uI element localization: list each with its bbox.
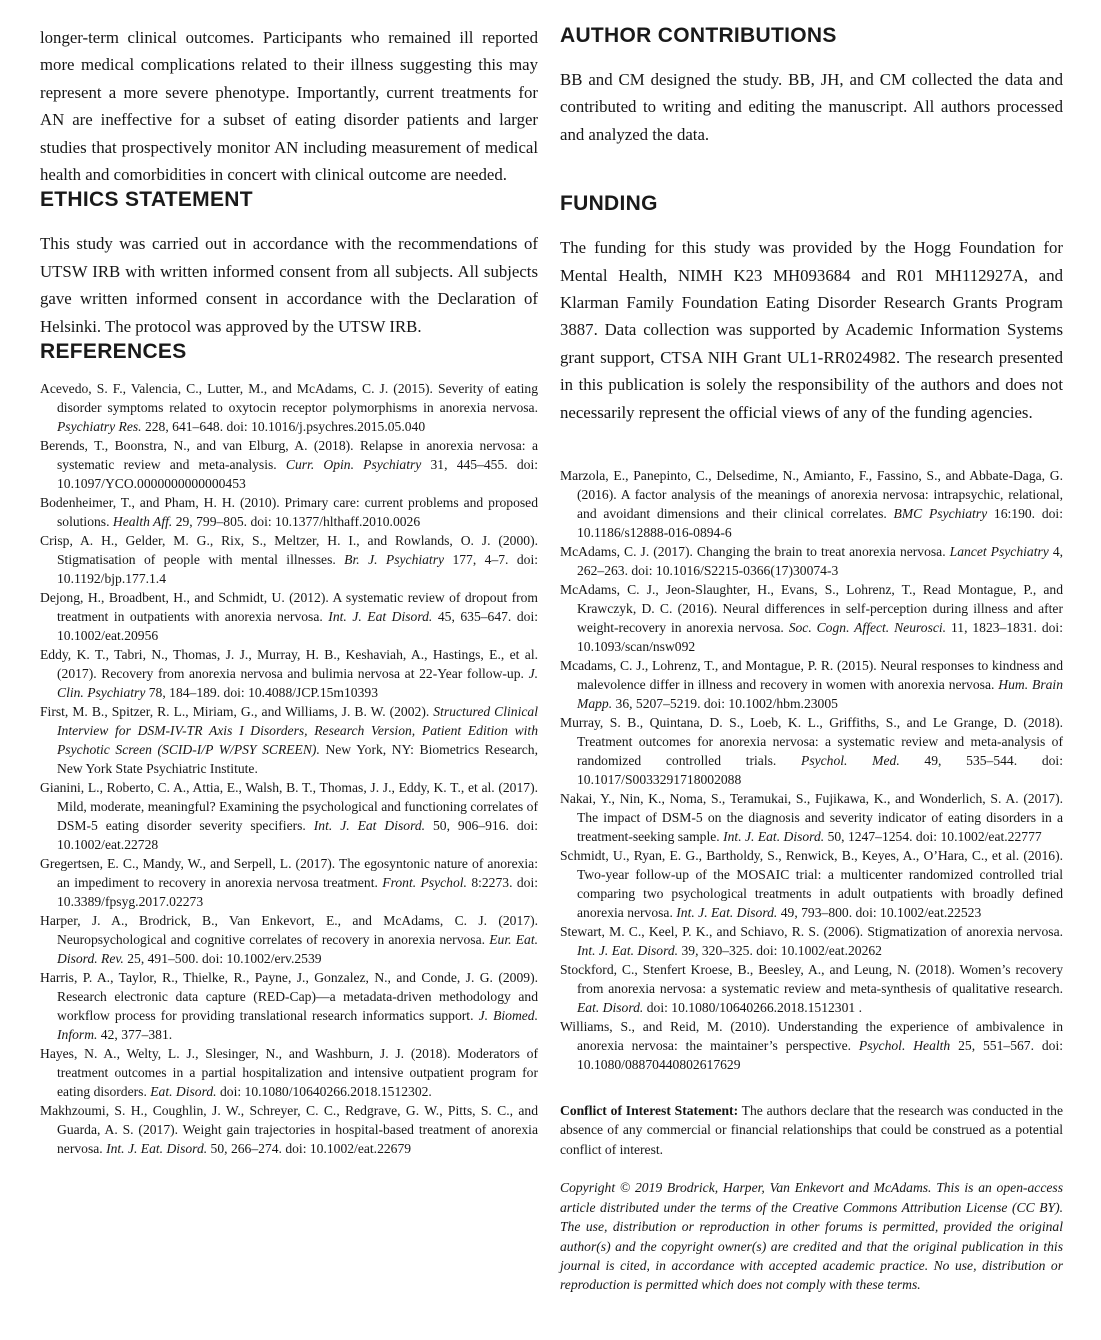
author-contributions-body: BB and CM designed the study. BB, JH, and CM collected the data and contributed to writing and editing the manuscript. All authors processed and analyzed the data. — [560, 70, 1063, 144]
reference-entry: Gianini, L., Roberto, C. A., Attia, E., Walsh, B. T., Thomas, J. J., Eddy, K. T., et al. (2017). Mild, moderate, meaningful? Examining the psychological and functioning correlates of DSM-5 eating disorder severity specifiers. Int. J. Eat Disord. 50, 906–916. doi: 10.1002/eat.22728 — [40, 780, 538, 853]
author-contributions-heading: AUTHOR CONTRIBUTIONS — [560, 24, 837, 47]
conflict-of-interest-label: Conflict of Interest Statement: — [560, 1103, 739, 1119]
reference-entry: Acevedo, S. F., Valencia, C., Lutter, M., and McAdams, C. J. (2015). Severity of eating disorder symptoms related to oxytocin receptor polymorphisms in anorexia nervosa. Psychiatry Res. 228, 641–648. doi: 10.1016/j.psychres.2015.05.040 — [40, 381, 538, 435]
conflict-of-interest-statement — [560, 1101, 1063, 1159]
reference-entry: Dejong, H., Broadbent, H., and Schmidt, U. (2012). A systematic review of dropout from treatment in outpatients with anorexia nervosa. Int. J. Eat Disord. 45, 635–647. doi: 10.1002/eat.20956 — [40, 590, 538, 644]
ethics-statement-body: This study was carried out in accordance with the recommendations of UTSW IRB with written informed consent from all subjects. All subjects gave written informed consent in accordance with the Declaration of Helsinki. The protocol was approved by the UTSW IRB. — [40, 234, 538, 336]
funding-body: The funding for this study was provided by the Hogg Foundation for Mental Health, NIMH K23 MH093684 and R01 MH112927A, and Klarman Family Foundation Eating Disorder Research Grants Program 3887. Data collection was supported by Academic Information Systems grant support, CTSA NIH Grant UL1-RR024982. The research presented in this publication is solely the responsibility of the authors and does not necessarily represent the official views of any of the funding agencies. — [560, 238, 1063, 422]
reference-entry: Harris, P. A., Taylor, R., Thielke, R., Payne, J., Gonzalez, N., and Conde, J. G. (2009). Research electronic data capture (RED-Cap)—a metadata-driven methodology and workflow process for providing translational research informatics support. J. Biomed. Inform. 42, 377–381. — [40, 970, 539, 1043]
reference-entry: Eddy, K. T., Tabri, N., Thomas, J. J., Murray, H. B., Keshaviah, A., Hastings, E., et al. (2017). Recovery from anorexia nervosa and bulimia nervosa at 22-Year follow-up. J. Clin. Psychiatry 78, 184–189. doi: 10.4088/JCP.15m10393 — [40, 647, 538, 701]
reference-entry: Makhzoumi, S. H., Coughlin, J. W., Schreyer, C. C., Redgrave, G. W., Pitts, S. C., and Guarda, A. S. (2017). Weight gain trajectories in hospital-based treatment of anorexia nervosa. Int. J. Eat. Disord. 50, 266–274. doi: 10.1002/eat.22679 — [40, 1103, 538, 1157]
reference-entry: McAdams, C. J. (2017). Changing the brain to treat anorexia nervosa. Lancet Psychiatry 4, 262–263. doi: 10.1016/S2215-0366(17)30074-3 — [560, 544, 1064, 579]
reference-entry: Bodenheimer, T., and Pham, H. H. (2010). Primary care: current problems and proposed solutions. Health Aff. 29, 799–805. doi: 10.1377/hlthaff.2010.0026 — [40, 495, 538, 530]
reference-entry: Williams, S., and Reid, M. (2010). Understanding the experience of ambivalence in anorexia nervosa: the maintainer’s perspective. Psychol. Health 25, 551–567. doi: 10.1080/08870440802617629 — [560, 1019, 1064, 1073]
reference-entry: First, M. B., Spitzer, R. L., Miriam, G., and Williams, J. B. W. (2002). Structured Clinical Interview for DSM-IV-TR Axis I Disorders, Research Version, Patient Edition with Psychotic Screen (SCID-I/P W/PSY SCREEN). New York, NY: Biometrics Research, New York State Psychiatric Institute. — [40, 704, 538, 777]
reference-entry: Schmidt, U., Ryan, E. G., Bartholdy, S., Renwick, B., Keyes, A., O’Hara, C., et al. (2016). Two-year follow-up of the MOSAIC trial: a multicenter randomized controlled trial comparing two psychological treatments in adult outpatients with broadly defined anorexia nervosa. Int. J. Eat. Disord. 49, 793–800. doi: 10.1002/eat.22523 — [560, 848, 1063, 921]
reference-entry: Murray, S. B., Quintana, D. S., Loeb, K. L., Griffiths, S., and Le Grange, D. (2018). Treatment outcomes for anorexia nervosa: a systematic review and meta-analysis of randomized controlled trials. Psychol. Med. 49, 535–544. doi: 10.1017/S0033291718002088 — [560, 715, 1063, 788]
reference-entry: Marzola, E., Panepinto, C., Delsedime, N., Amianto, F., Fassino, S., and Abbate-Daga, G. (2016). A factor analysis of the meanings of anorexia nervosa: intrapsychic, relational, and avoidant dimensions and their clinical correlates. BMC Psychiatry 16:190. doi: 10.1186/s12888-016-0894-6 — [560, 468, 1063, 541]
reference-entry: Berends, T., Boonstra, N., and van Elburg, A. (2018). Relapse in anorexia nervosa: a systematic review and meta-analysis. Curr. Opin. Psychiatry 31, 445–455. doi: 10.1097/YCO.0000000000000453 — [40, 438, 539, 492]
reference-entry: Stewart, M. C., Keel, P. K., and Schiavo, R. S. (2006). Stigmatization of anorexia nervosa. Int. J. Eat. Disord. 39, 320–325. doi: 10.1002/eat.20262 — [560, 924, 1063, 959]
references-heading: REFERENCES — [40, 340, 187, 364]
intro-paragraph: longer-term clinical outcomes. Participants who remained ill reported more medical complications related to their illness suggesting this may represent a more severe phenotype. Importantly, current treatments for AN are ineffective for a subset of eating disorder patients and larger studies that prospectively monitor AN including measurement of medical health and comorbidities in concert with clinical outcome are needed. — [40, 28, 538, 185]
ethics-statement-heading: ETHICS STATEMENT — [40, 188, 253, 212]
funding-heading: FUNDING — [560, 192, 658, 216]
right-column — [560, 24, 1063, 1324]
reference-entry: Gregertsen, E. C., Mandy, W., and Serpell, L. (2017). The egosyntonic nature of anorexia: an impediment to recovery in anorexia nervosa treatment. Front. Psychol. 8:2273. doi: 10.3389/fpsyg.2017.02273 — [40, 856, 538, 910]
left-column — [40, 24, 538, 1324]
copyright-notice: Copyright © 2019 Brodrick, Harper, Van Enkevort and McAdams. This is an open-access article distributed under the terms of the Creative Commons Attribution License (CC BY). The use, distribution or reproduction in other forums is permitted, provided the original author(s) and the copyright owner(s) are credited and that the original publication in this journal is cited, in accordance with accepted academic practice. No use, distribution or reproduction is permitted which does not comply with these terms. — [560, 1180, 1063, 1293]
reference-entry: Hayes, N. A., Welty, L. J., Slesinger, N., and Washburn, J. J. (2018). Moderators of treatment outcomes in a partial hospitalization and intensive outpatient program for eating disorders. Eat. Disord. doi: 10.1080/10640266.2018.1512302. — [40, 1046, 538, 1100]
reference-list-right — [560, 466, 1063, 1074]
reference-entry: Mcadams, C. J., Lohrenz, T., and Montague, P. R. (2015). Neural responses to kindness and malevolence differ in illness and recovery in women with anorexia nervosa. Hum. Brain Mapp. 36, 5207–5219. doi: 10.1002/hbm.23005 — [560, 658, 1063, 712]
reference-entry: Stockford, C., Stenfert Kroese, B., Beesley, A., and Leung, N. (2018). Women’s recovery from anorexia nervosa: a systematic review and meta-synthesis of qualitative research. Eat. Disord. doi: 10.1080/10640266.2018.1512301 . — [560, 962, 1063, 1016]
conflict-of-interest-body: The authors declare that the research was conducted in the absence of any commercial or financial relationships that could be construed as a potential conflict of interest. — [560, 1103, 1063, 1157]
reference-entry: Nakai, Y., Nin, K., Noma, S., Teramukai, S., Fujikawa, K., and Wonderlich, S. A. (2017). The impact of DSM-5 on the diagnosis and severity indicator of eating disorders in a treatment-seeking sample. Int. J. Eat. Disord. 50, 1247–1254. doi: 10.1002/eat.22777 — [560, 791, 1063, 845]
reference-entry: Crisp, A. H., Gelder, M. G., Rix, S., Meltzer, H. I., and Rowlands, O. J. (2000). Stigmatisation of people with mental illnesses. Br. J. Psychiatry 177, 4–7. doi: 10.1192/bjp.177.1.4 — [40, 533, 538, 587]
reference-list-left — [40, 379, 538, 1158]
reference-entry: Harper, J. A., Brodrick, B., Van Enkevort, E., and McAdams, C. J. (2017). Neuropsychological and cognitive correlates of recovery in anorexia nervosa. Eur. Eat. Disord. Rev. 25, 491–500. doi: 10.1002/erv.2539 — [40, 913, 538, 967]
reference-entry: McAdams, C. J., Jeon-Slaughter, H., Evans, S., Lohrenz, T., Read Montague, P., and Krawczyk, D. C. (2016). Neural differences in self-perception during illness and after weight-recovery in anorexia nervosa. Soc. Cogn. Affect. Neurosci. 11, 1823–1831. doi: 10.1093/scan/nsw092 — [560, 582, 1063, 655]
